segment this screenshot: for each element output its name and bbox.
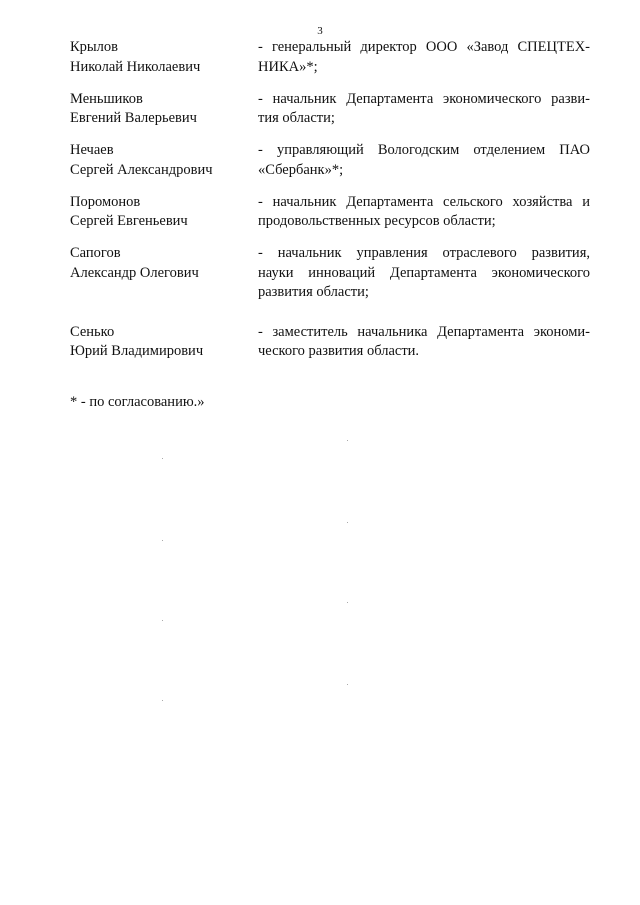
member-given-names: Евгений Валерьевич — [70, 110, 197, 126]
member-role — [258, 244, 590, 303]
member-given-names: Николай Николаевич — [70, 58, 201, 75]
scan-speck — [347, 684, 348, 685]
member-row — [70, 141, 590, 180]
scan-speck — [347, 440, 348, 441]
member-row — [70, 323, 590, 362]
role-line: ческого развития области. — [258, 343, 420, 359]
member-role — [258, 141, 590, 180]
member-surname: Крылов — [70, 39, 118, 55]
role-line: науки инноваций Департамента экономического — [258, 264, 590, 281]
scan-speck — [347, 522, 348, 523]
member-surname: Поромонов — [70, 193, 141, 210]
member-surname: Меньшиков — [70, 90, 143, 107]
member-row — [70, 244, 590, 303]
role-line: НИКА»*; — [258, 58, 318, 75]
scan-speck — [162, 540, 163, 541]
role-line: - генеральный директор ООО «Завод СПЕЦТЕХ- — [258, 39, 590, 55]
footnote: * - по согласованию.» — [70, 394, 205, 410]
role-line: - заместитель начальника Департамента экономи- — [258, 323, 590, 340]
scan-speck — [162, 458, 163, 459]
member-name — [70, 141, 258, 180]
role-line: - начальник Департамента сельского хозяйства и — [258, 193, 590, 210]
member-list — [70, 38, 590, 362]
member-role — [258, 90, 590, 129]
role-line: продовольственных ресурсов области; — [258, 213, 496, 229]
role-line: тия области; — [258, 110, 335, 126]
member-row — [70, 90, 590, 129]
role-line: развития области; — [258, 284, 369, 300]
member-row — [70, 38, 590, 77]
role-line: - начальник Департамента экономического разви- — [258, 90, 590, 107]
member-name — [70, 90, 258, 129]
member-given-names: Юрий Владимирович — [70, 343, 204, 359]
member-name — [70, 193, 258, 232]
member-name — [70, 244, 258, 303]
scan-speck — [162, 620, 163, 621]
member-surname: Нечаев — [70, 142, 114, 158]
role-line: - управляющий Вологодским отделением ПАО — [258, 142, 590, 158]
member-given-names: Сергей Александрович — [70, 161, 213, 178]
role-line: «Сбербанк»*; — [258, 161, 344, 178]
scan-speck — [162, 700, 163, 701]
member-given-names: Александр Олегович — [70, 264, 199, 281]
member-row — [70, 193, 590, 232]
scan-speck — [347, 602, 348, 603]
member-name — [70, 323, 258, 362]
role-line: - начальник управления отраслевого развития, — [258, 245, 590, 261]
member-role — [258, 323, 590, 362]
member-surname: Сенько — [70, 323, 115, 340]
page-number: 3 — [317, 25, 323, 37]
member-given-names: Сергей Евгеньевич — [70, 213, 188, 229]
member-role — [258, 38, 590, 77]
member-name — [70, 38, 258, 77]
member-surname: Сапогов — [70, 245, 121, 261]
member-role — [258, 193, 590, 232]
